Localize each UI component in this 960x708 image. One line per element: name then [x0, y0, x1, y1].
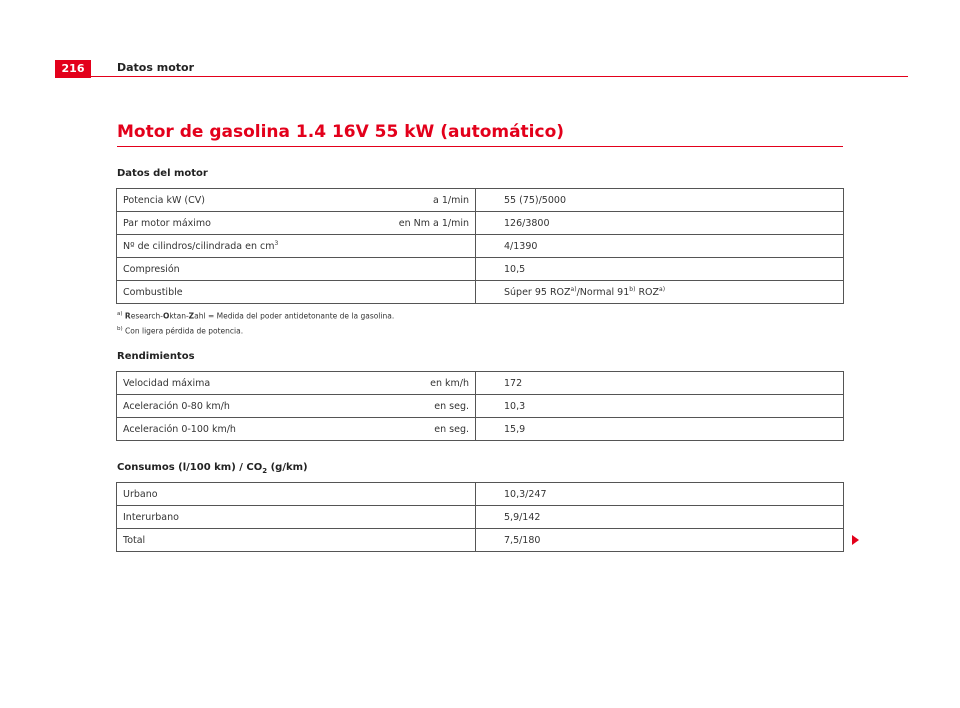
- row-label-cell: [117, 212, 476, 235]
- footnote-bold-o: O: [162, 311, 170, 321]
- table-row: [117, 235, 844, 258]
- row-label-cell: [117, 372, 476, 395]
- row-value: 126/3800: [476, 212, 844, 235]
- footnote-bold-z: Z: [188, 311, 195, 321]
- row-label: Interurbano: [117, 506, 476, 529]
- row-value: 10,3: [476, 395, 844, 418]
- table-row: [117, 189, 844, 212]
- row-unit: a 1/min: [432, 194, 469, 206]
- row-unit: en Nm a 1/min: [398, 217, 469, 229]
- row-label: Combustible: [123, 286, 183, 298]
- footnote-ref-a: a): [659, 285, 666, 293]
- engine-data-table: [116, 188, 844, 304]
- row-unit: en seg.: [434, 423, 469, 435]
- row-label: Velocidad máxima: [123, 377, 211, 389]
- footnote-marker: a): [117, 311, 123, 317]
- footnote-ref-b: b): [629, 285, 636, 293]
- row-label: Aceleración 0-100 km/h: [123, 423, 236, 435]
- engine-data-heading: Datos del motor: [117, 168, 208, 179]
- co2-subscript: 2: [262, 467, 268, 475]
- row-value: 5,9/142: [476, 506, 844, 529]
- footnote-a: [117, 308, 394, 323]
- consumption-heading: [117, 462, 308, 475]
- footnote-text: Con ligera pérdida de potencia.: [125, 326, 244, 335]
- row-value: 4/1390: [476, 235, 844, 258]
- table-row: [117, 258, 844, 281]
- row-value: [476, 281, 844, 304]
- table-row: [117, 372, 844, 395]
- table-row: [117, 529, 844, 552]
- superscript-3: 3: [274, 239, 279, 247]
- row-label-cell: [117, 395, 476, 418]
- header-divider: [91, 76, 908, 77]
- page-number: 216: [55, 60, 91, 78]
- footnotes: [117, 308, 394, 337]
- footnote-ref-a: a): [570, 285, 577, 293]
- page-title: Motor de gasolina 1.4 16V 55 kW (automático): [117, 122, 565, 142]
- row-label-cell: [117, 235, 476, 258]
- row-label: Par motor máximo: [123, 217, 211, 229]
- footnote-marker: b): [117, 325, 123, 332]
- row-value: 7,5/180: [476, 529, 844, 552]
- consumption-heading-text: Consumos (l/100 km) / CO: [117, 462, 263, 473]
- fuel-part: /Normal 91: [576, 286, 630, 298]
- row-label: Compresión: [123, 263, 180, 275]
- table-row: [117, 395, 844, 418]
- next-page-arrow-icon: [852, 535, 859, 545]
- consumption-heading-text: (g/km): [267, 462, 308, 473]
- consumption-table: [116, 482, 844, 552]
- table-row: [117, 506, 844, 529]
- row-label: Aceleración 0-80 km/h: [123, 400, 230, 412]
- fuel-part: ROZ: [635, 286, 660, 298]
- footnote-text: ktan-: [169, 311, 189, 321]
- table-row: [117, 281, 844, 304]
- table-row: [117, 483, 844, 506]
- row-label-text: Nº de cilindros/cilindrada en cm: [123, 240, 275, 252]
- row-label: Total: [117, 529, 476, 552]
- row-value: 10,5: [476, 258, 844, 281]
- performance-heading: Rendimientos: [117, 351, 195, 362]
- footnote-b: [117, 323, 394, 338]
- row-value: 172: [476, 372, 844, 395]
- table-row: [117, 212, 844, 235]
- row-label: [123, 241, 278, 252]
- header-title: Datos motor: [117, 61, 195, 74]
- row-label-cell: [117, 281, 476, 304]
- row-label-cell: [117, 418, 476, 441]
- performance-table: [116, 371, 844, 441]
- row-value: 10,3/247: [476, 483, 844, 506]
- row-value: 55 (75)/5000: [476, 189, 844, 212]
- title-divider: [117, 146, 843, 147]
- footnote-text: esearch-: [130, 311, 163, 321]
- row-unit: en km/h: [430, 377, 469, 389]
- row-unit: en seg.: [434, 400, 469, 412]
- row-value: 15,9: [476, 418, 844, 441]
- row-label-cell: [117, 189, 476, 212]
- row-label: Potencia kW (CV): [123, 194, 205, 206]
- row-label-cell: [117, 258, 476, 281]
- fuel-part: Súper 95 ROZ: [504, 286, 571, 298]
- footnote-text: ahl = Medida del poder antidetonante de la gasolina.: [194, 311, 395, 321]
- row-label: Urbano: [117, 483, 476, 506]
- table-row: [117, 418, 844, 441]
- footnote-bold-r: R: [124, 311, 131, 321]
